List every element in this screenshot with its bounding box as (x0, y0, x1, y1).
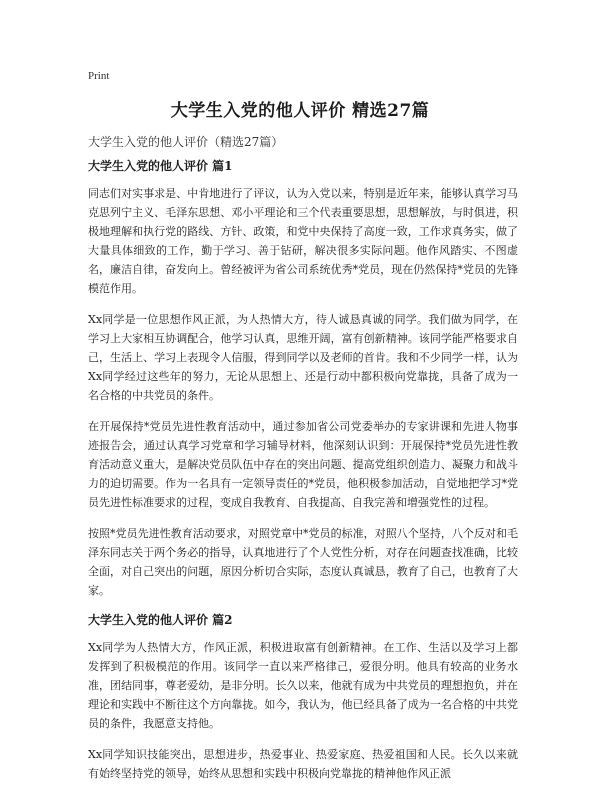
section-1-paragraph-3: 在开展保持*党员先进性教育活动中，通过参加省公司党委举办的专家讲课和先进人物事迹报告会，通过认真学习党章和学习辅导材料，他深刻认识到：开展保持*党员先进性教育活动意义重大，是解决党员队伍中存在的突出问题、提高党组织创造力、凝聚力和战斗力的迫切需要。作为一名具有一定领导责任的*党员，他积极参加活动，自觉地把学习*党员先进性标准要求的过程，变成自我教育、自我提高、自我完善和增强党性的过程。 (88, 420, 518, 509)
section-heading-2: 大学生入党的他人评价 篇2 (88, 613, 233, 627)
section-2-paragraph-1: Xx同学为人热情大方，作风正派，积极进取富有创新精神。在工作、生活以及学习上都发挥到了积极模范的作用。该同学一直以来严格律己，爱很分明。他具有较高的业务水准，团结同事，尊老爱幼，是非分明。长久以来，他就有成为中共党员的理想抱负，并在理论和实践中不断往这个方向靠拢。如今，我认为，他已经具备了成为一名合格的中共党员的条件，我愿意支持他。 (88, 641, 518, 730)
document-subtitle: 大学生入党的他人评价（精选27篇） (88, 135, 284, 149)
section-1-paragraph-1: 同志们对实事求是、中肯地进行了评议，认为入党以来，特别是近年来，能够认真学习马克思列宁主义、毛泽东思想、邓小平理论和三个代表重要思想，思想解放，与时俱进，积极地理解和执行党的路线、方针、政策，和党中央保持了高度一致，工作求真务实，做了大量具体细致的工作，勤于学习、善于钻研，解决很多实际问题。他作风踏实、不图虚名，廉洁自律，奋发向上。曾经被评为省公司系统优秀*党员，现在仍然保持*党员的先锋模范作用。 (88, 187, 518, 295)
print-link[interactable]: Print (88, 70, 110, 82)
section-1-paragraph-2: Xx同学是一位思想作风正派，为人热情大方，待人诚恳真诚的同学。我们做为同学，在学习上大家相互协调配合，他学习认真，思维开阔，富有创新精神。该同学能严格要求自己，生活上、学习上表现令人信服，得到同学以及老师的首肯。我和不少同学一样，认为Xx同学经过这些年的努力，无论从思想上、还是行动中都积极向党靠拢，具备了成为一名合格的中共党员的条件。 (88, 313, 518, 402)
section-2-paragraph-2: Xx同学知识技能突出，思想进步，热爱事业、热爱家庭、热爱祖国和人民。长久以来就有始终坚持党的领导，始终从思想和实践中积极向党靠拢的精神他作风正派 (88, 748, 518, 780)
section-heading-1: 大学生入党的他人评价 篇1 (88, 159, 233, 173)
document-title: 大学生入党的他人评价 精选27篇 (170, 101, 430, 121)
section-1-paragraph-4: 按照*党员先进性教育活动要求，对照党章中*党员的标准，对照八个坚持，八个反对和毛泽东同志关于两个务必的指导，认真地进行了个人党性分析，对存在问题查找准确，比较全面，对自己突出的问题，原因分析切合实际，态度认真诚恳，教育了自己，也教育了大家。 (88, 527, 518, 597)
document-body (88, 158, 518, 795)
